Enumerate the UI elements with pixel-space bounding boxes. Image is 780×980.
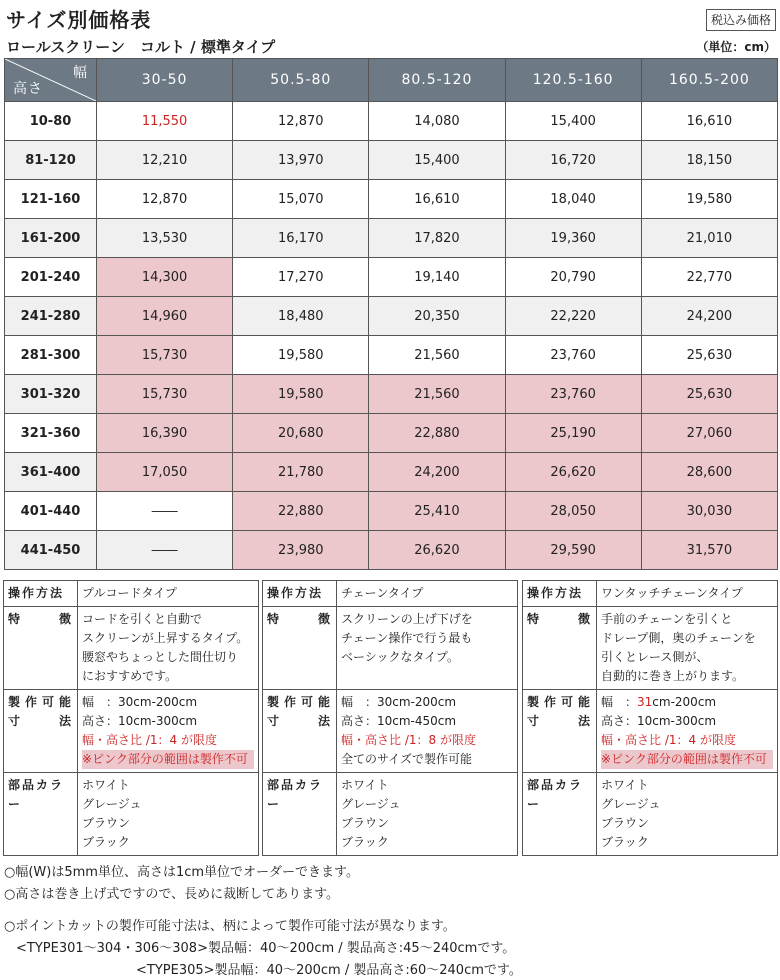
height-axis-label: 高さ	[13, 81, 43, 97]
width-range-header: 120.5-160	[505, 59, 641, 102]
spec-panel-chain	[262, 580, 518, 856]
price-cell: 14,080	[369, 102, 505, 141]
price-cell: 16,170	[233, 219, 369, 258]
width-range-header: 160.5-200	[641, 59, 777, 102]
price-cell: 12,870	[97, 180, 233, 219]
price-cell-restricted: 28,600	[641, 453, 777, 492]
height-range-cell: 281-300	[5, 336, 97, 375]
price-cell: 18,480	[233, 297, 369, 336]
note-line: <TYPE305>製品幅：40～200cm / 製品高さ:60～240cmです。	[136, 963, 522, 978]
width-range-header: 80.5-120	[369, 59, 505, 102]
price-cell-restricted: 24,200	[369, 453, 505, 492]
price-table	[4, 58, 778, 570]
operation-value: チェーンタイプ	[337, 581, 518, 607]
price-cell: 12,210	[97, 141, 233, 180]
price-cell-restricted: 15,730	[97, 375, 233, 414]
price-cell-restricted: 21,780	[233, 453, 369, 492]
feature-text: 手前のチェーンを引くと ドレープ側，奥のチェーンを 引くとレース側が、 自動的に巻き上がります。	[597, 607, 778, 690]
note-line: <TYPE301～304・306～308>製品幅：40～200cm / 製品高さ:45～240cmです。	[16, 941, 516, 956]
unit-label: （単位：cm）	[696, 40, 776, 54]
product-subtitle: ロールスクリーン コルト / 標準タイプ	[6, 38, 276, 56]
note-line: ○高さは巻き上げ式ですので、長めに裁断してあります。	[4, 887, 340, 902]
color-label: 部品カラー	[523, 773, 597, 856]
price-row	[5, 336, 778, 375]
height-range-cell: 301-320	[5, 375, 97, 414]
note-line: ○幅(W)は5mm単位、高さは1cm単位でオーダーできます。	[4, 865, 359, 880]
price-cell-restricted: 22,880	[369, 414, 505, 453]
price-cell: 19,580	[641, 180, 777, 219]
color-list: ホワイト グレージュ ブラウン ブラック	[597, 773, 778, 856]
price-cell-restricted: 25,190	[505, 414, 641, 453]
size-label: 製作可能 寸 法	[4, 690, 78, 773]
feature-label: 特 徴	[4, 607, 78, 690]
price-table-header-row	[5, 59, 778, 102]
price-cell-restricted: 16,390	[97, 414, 233, 453]
price-cell: 13,970	[233, 141, 369, 180]
operation-label: 操作方法	[523, 581, 597, 607]
price-cell: 20,350	[369, 297, 505, 336]
price-cell-restricted: 14,960	[97, 297, 233, 336]
price-cell: 21,560	[369, 336, 505, 375]
spec-panel-pull-cord	[3, 580, 259, 856]
tax-included-badge: 税込み価格	[706, 9, 776, 31]
height-range-cell: 321-360	[5, 414, 97, 453]
price-cell-restricted: 29,590	[505, 531, 641, 570]
height-range-cell: 81-120	[5, 141, 97, 180]
price-row	[5, 375, 778, 414]
price-row	[5, 258, 778, 297]
width-range-header: 30-50	[97, 59, 233, 102]
price-cell: 23,760	[505, 336, 641, 375]
price-cell: 12,870	[233, 102, 369, 141]
price-cell: 21,010	[641, 219, 777, 258]
price-cell: 19,580	[233, 336, 369, 375]
price-row	[5, 531, 778, 570]
height-range-cell: 201-240	[5, 258, 97, 297]
price-cell: 24,200	[641, 297, 777, 336]
price-cell-restricted: 23,760	[505, 375, 641, 414]
price-cell-restricted: 25,410	[369, 492, 505, 531]
size-note: 全てのサイズで製作可能	[341, 752, 473, 766]
price-cell: 16,720	[505, 141, 641, 180]
price-cell: 22,770	[641, 258, 777, 297]
price-cell: 13,530	[97, 219, 233, 258]
operation-label: 操作方法	[263, 581, 337, 607]
feature-label: 特 徴	[523, 607, 597, 690]
price-cell-restricted: 19,580	[233, 375, 369, 414]
operation-label: 操作方法	[4, 581, 78, 607]
price-row	[5, 102, 778, 141]
price-cell-restricted: 30,030	[641, 492, 777, 531]
price-cell-restricted: 15,730	[97, 336, 233, 375]
price-cell: 15,400	[505, 102, 641, 141]
feature-text: コードを引くと自動で スクリーンが上昇するタイプ。 腰窓やちょっとした間仕切り におすすめです。	[78, 607, 259, 690]
price-cell: 17,270	[233, 258, 369, 297]
price-cell: 19,360	[505, 219, 641, 258]
price-cell: 18,150	[641, 141, 777, 180]
price-cell: 15,070	[233, 180, 369, 219]
price-cell-restricted: 20,680	[233, 414, 369, 453]
size-text: 幅 ：31cm-200cm 高さ：10cm-300cm 幅・高さ比 /1：4 が限度 ※ピンク部分の範囲は製作不可	[597, 690, 778, 773]
size-label: 製作可能 寸 法	[263, 690, 337, 773]
width-range-header: 50.5-80	[233, 59, 369, 102]
color-label: 部品カラー	[4, 773, 78, 856]
feature-label: 特 徴	[263, 607, 337, 690]
price-row	[5, 180, 778, 219]
height-range-cell: 161-200	[5, 219, 97, 258]
price-cell: 11,550	[97, 102, 233, 141]
notes-section	[4, 862, 522, 980]
color-list: ホワイト グレージュ ブラウン ブラック	[78, 773, 259, 856]
price-cell-restricted: 25,630	[641, 375, 777, 414]
price-row	[5, 297, 778, 336]
width-axis-label: 幅	[73, 65, 88, 81]
corner-cell	[5, 59, 97, 102]
size-label: 製作可能 寸 法	[523, 690, 597, 773]
price-cell: 17,820	[369, 219, 505, 258]
price-cell: 18,040	[505, 180, 641, 219]
price-cell-restricted: 22,880	[233, 492, 369, 531]
price-cell-restricted: 23,980	[233, 531, 369, 570]
height-range-cell: 241-280	[5, 297, 97, 336]
height-range-cell: 10-80	[5, 102, 97, 141]
price-row	[5, 414, 778, 453]
size-note: ※ピンク部分の範囲は製作不可	[82, 750, 254, 769]
size-note: ※ピンク部分の範囲は製作不可	[601, 750, 773, 769]
price-cell: 16,610	[369, 180, 505, 219]
size-text: 幅 ：30cm-200cm 高さ：10cm-450cm 幅・高さ比 /1：8 が限度 全てのサイズで製作可能	[337, 690, 518, 773]
color-list: ホワイト グレージュ ブラウン ブラック	[337, 773, 518, 856]
price-cell-restricted: 28,050	[505, 492, 641, 531]
feature-text: スクリーンの上げ下げを チェーン操作で行う最も ベーシックなタイプ。	[337, 607, 518, 690]
operation-value: プルコードタイプ	[78, 581, 259, 607]
height-range-cell: 361-400	[5, 453, 97, 492]
page-title: サイズ別価格表	[6, 8, 152, 32]
price-cell: 20,790	[505, 258, 641, 297]
price-row	[5, 492, 778, 531]
price-cell: 15,400	[369, 141, 505, 180]
price-cell-restricted: 27,060	[641, 414, 777, 453]
price-cell-restricted: 14,300	[97, 258, 233, 297]
price-cell-restricted: 31,570	[641, 531, 777, 570]
price-cell-restricted: 26,620	[505, 453, 641, 492]
price-row	[5, 453, 778, 492]
color-label: 部品カラー	[263, 773, 337, 856]
operation-value: ワンタッチチェーンタイプ	[597, 581, 778, 607]
height-range-cell: 401-440	[5, 492, 97, 531]
price-cell-restricted: 17,050	[97, 453, 233, 492]
note-line: ○ポイントカットの製作可能寸法は、柄によって製作可能寸法が異なります。	[4, 919, 456, 934]
price-cell: 16,610	[641, 102, 777, 141]
price-cell-restricted: 21,560	[369, 375, 505, 414]
price-row	[5, 141, 778, 180]
price-cell-unavailable: ――	[97, 531, 233, 570]
spec-panel-one-touch-chain	[522, 580, 778, 856]
price-cell: 25,630	[641, 336, 777, 375]
height-range-cell: 121-160	[5, 180, 97, 219]
price-row	[5, 219, 778, 258]
price-cell-restricted: 26,620	[369, 531, 505, 570]
height-range-cell: 441-450	[5, 531, 97, 570]
price-cell: 22,220	[505, 297, 641, 336]
price-cell: 19,140	[369, 258, 505, 297]
price-cell-unavailable: ――	[97, 492, 233, 531]
size-text: 幅 ：30cm-200cm 高さ：10cm-300cm 幅・高さ比 /1：4 が限度 ※ピンク部分の範囲は製作不可	[78, 690, 259, 773]
